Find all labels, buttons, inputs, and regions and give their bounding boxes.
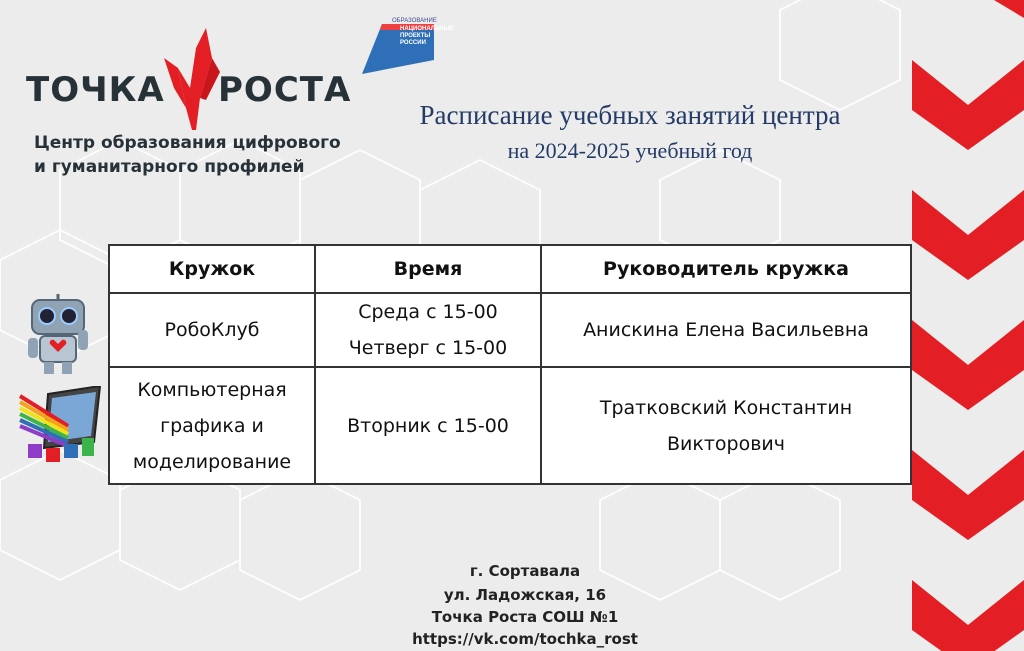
address-school: Точка Роста СОШ №1 xyxy=(431,608,619,626)
club-line: Компьютерная xyxy=(137,378,287,401)
np-label: НАЦИОНАЛЬНЫЕ ПРОЕКТЫ РОССИИ xyxy=(400,26,454,46)
club-line: моделирование xyxy=(132,450,292,473)
cell-time: Вторник с 15-00 xyxy=(315,367,541,484)
time-line: Среда с 15-00 xyxy=(358,301,498,323)
header-time: Время xyxy=(315,245,541,293)
np-label-small: ОБРАЗОВАНИЕ xyxy=(392,18,437,24)
address-city: г. Сортавала xyxy=(469,562,581,580)
page-title: Расписание учебных занятий центра xyxy=(419,100,841,130)
vk-link[interactable]: https://vk.com/tochka_rost xyxy=(412,630,638,648)
sprout-logo-icon xyxy=(160,28,224,132)
cell-leader: Анискина Елена Васильевна xyxy=(541,293,911,367)
table-row xyxy=(109,367,911,484)
time-line: Четверг с 15-00 xyxy=(348,337,508,359)
cell-club xyxy=(109,367,315,484)
table-header-row xyxy=(109,245,911,293)
center-description-line1: Центр образования цифрового xyxy=(34,133,341,153)
logo-text-rosta: РОСТА xyxy=(218,70,352,110)
robot-icon xyxy=(24,294,92,376)
page-subtitle: на 2024-2025 учебный год xyxy=(507,138,753,163)
address-street: ул. Ладожская, 16 xyxy=(443,586,607,604)
club-line: графика и xyxy=(160,414,264,437)
red-chevron-decoration xyxy=(908,0,1024,651)
computer-graphics-icon xyxy=(18,386,102,464)
center-description xyxy=(34,131,341,179)
table-row xyxy=(109,293,911,367)
header-leader: Руководитель кружка xyxy=(541,245,911,293)
cell-club: РобоКлуб xyxy=(109,293,315,367)
header-club: Кружок xyxy=(109,245,315,293)
logo-text-tochka: ТОЧКА xyxy=(26,70,165,110)
center-description-line2: и гуманитарного профилей xyxy=(34,157,305,177)
cell-leader: Тратковский Константин Викторович xyxy=(541,367,911,484)
schedule-table xyxy=(108,244,912,485)
cell-time xyxy=(315,293,541,367)
